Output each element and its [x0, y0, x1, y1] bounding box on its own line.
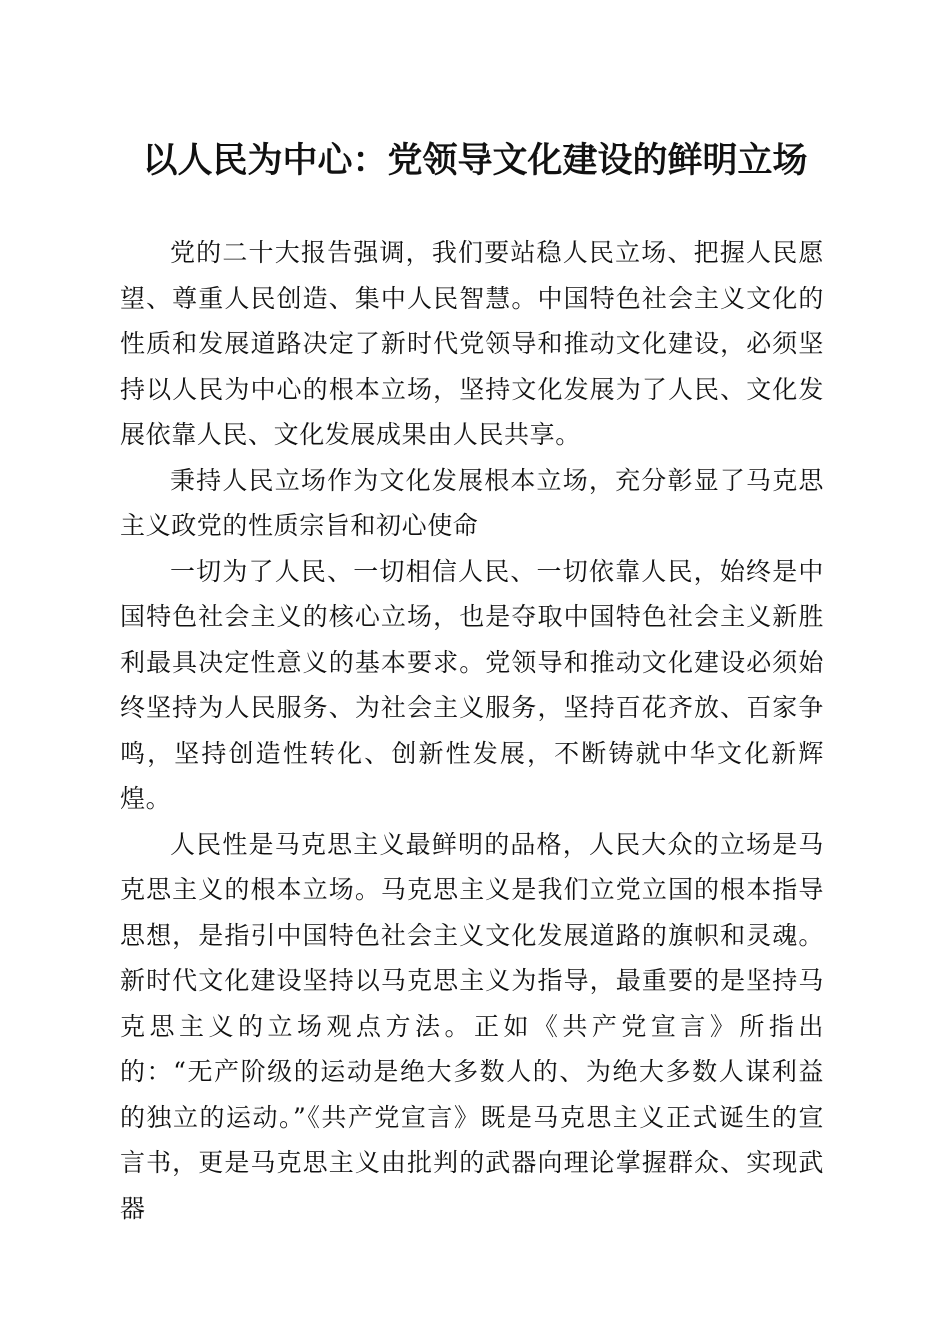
- document-body: [120, 230, 824, 1231]
- paragraph-4: 人民性是马克思主义最鲜明的品格，人民大众的立场是马克思主义的根本立场。马克思主义是我们立党立国的根本指导思想，是指引中国特色社会主义文化发展道路的旗帜和灵魂。新时代文化建设坚持以马克思主义为指导，最重要的是坚持马克思主义的立场观点方法。正如《共产党宣言》所指出的：“无产阶级的运动是绝大多数人的、为绝大多数人谋利益的独立的运动。”《共产党宣言》既是马克思主义正式诞生的宣言书，更是马克思主义由批判的武器向理论掌握群众、实现武器: [120, 829, 824, 1223]
- paragraph-3: 一切为了人民、一切相信人民、一切依靠人民，始终是中国特色社会主义的核心立场，也是夺取中国特色社会主义新胜利最具决定性意义的基本要求。党领导和推动文化建设必须始终坚持为人民服务、为社会主义服务，坚持百花齐放、百家争鸣，坚持创造性转化、创新性发展，不断铸就中华文化新辉煌。: [120, 556, 824, 813]
- document-title: 以人民为中心：党领导文化建设的鲜明立场: [142, 141, 808, 181]
- paragraph-1: 党的二十大报告强调，我们要站稳人民立场、把握人民愿望、尊重人民创造、集中人民智慧。中国特色社会主义文化的性质和发展道路决定了新时代党领导和推动文化建设，必须坚持以人民为中心的根本立场，坚持文化发展为了人民、文化发展依靠人民、文化发展成果由人民共享。: [120, 238, 824, 449]
- paragraph-2: 秉持人民立场作为文化发展根本立场，充分彰显了马克思主义政党的性质宗旨和初心使命: [120, 465, 824, 540]
